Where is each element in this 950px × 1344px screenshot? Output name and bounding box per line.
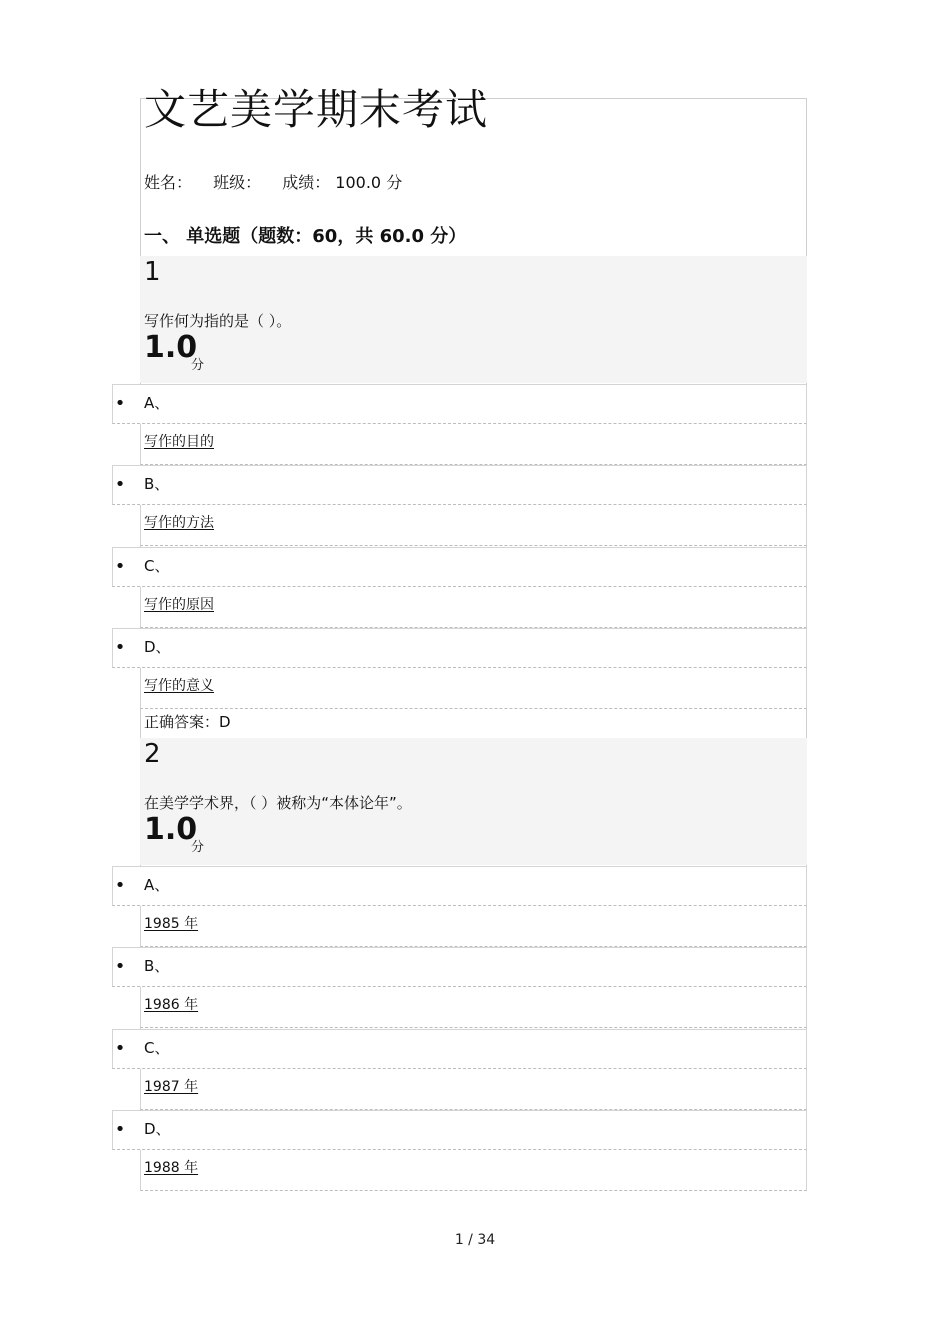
bullet-icon: • (114, 637, 126, 658)
option-answer: 1988 年 (144, 1160, 199, 1176)
option-label: B、 (144, 957, 170, 975)
option-row[interactable] (112, 1110, 807, 1150)
option-answer: 1985 年 (144, 916, 199, 932)
option-answer-row (140, 1151, 807, 1191)
question-score: 1.0 (144, 812, 198, 847)
option-label: D、 (144, 1120, 171, 1138)
option-row[interactable] (112, 465, 807, 505)
option-answer: 写作的原因 (144, 597, 214, 613)
page-title: 文艺美学期末考试 (144, 85, 489, 134)
option-answer: 1987 年 (144, 1079, 199, 1095)
option-row[interactable] (112, 947, 807, 987)
correct-answer: 正确答案：D (144, 713, 231, 731)
option-answer-row (140, 506, 807, 546)
option-answer-row (140, 907, 807, 947)
option-answer: 写作的目的 (144, 434, 214, 450)
option-answer: 写作的方法 (144, 515, 214, 531)
option-answer-row (140, 425, 807, 465)
option-answer: 1986 年 (144, 997, 199, 1013)
question-score: 1.0 (144, 330, 198, 365)
option-label: A、 (144, 394, 170, 412)
question-number: 2 (144, 739, 161, 769)
option-label: B、 (144, 475, 170, 493)
option-label: C、 (144, 1039, 170, 1057)
option-answer-row (140, 988, 807, 1028)
option-answer-row (140, 1070, 807, 1110)
page-indicator: 1 / 34 (454, 1232, 496, 1248)
option-row[interactable] (112, 866, 807, 906)
bullet-icon: • (114, 556, 126, 577)
option-row[interactable] (112, 628, 807, 668)
option-label: D、 (144, 638, 171, 656)
option-row[interactable] (112, 384, 807, 424)
option-answer: 写作的意义 (144, 678, 214, 694)
bullet-icon: • (114, 474, 126, 495)
option-label: A、 (144, 876, 170, 894)
bullet-icon: • (114, 1119, 126, 1140)
option-label: C、 (144, 557, 170, 575)
question-header (140, 738, 807, 865)
question-text: 写作何为指的是（ ）。 (144, 312, 292, 330)
option-row[interactable] (112, 547, 807, 587)
question-score-unit: 分 (191, 358, 205, 373)
bullet-icon: • (114, 393, 126, 414)
name-label: 姓名： (144, 173, 193, 192)
question-text: 在美学学术界，（ ）被称为“本体论年”。 (144, 794, 412, 812)
option-answer-row (140, 588, 807, 628)
bullet-icon: • (114, 1038, 126, 1059)
question-number: 1 (144, 257, 161, 287)
section-heading: 一、 单选题（题数：60，共 60.0 分） (144, 226, 467, 247)
score-text: 成绩： 100.0 分 (282, 173, 403, 192)
question-score-unit: 分 (191, 840, 205, 855)
question-header (140, 256, 807, 383)
bullet-icon: • (114, 875, 126, 896)
bullet-icon: • (114, 956, 126, 977)
option-answer-row (140, 669, 807, 709)
class-label: 班级： (213, 173, 262, 192)
option-row[interactable] (112, 1029, 807, 1069)
student-meta (144, 172, 418, 194)
